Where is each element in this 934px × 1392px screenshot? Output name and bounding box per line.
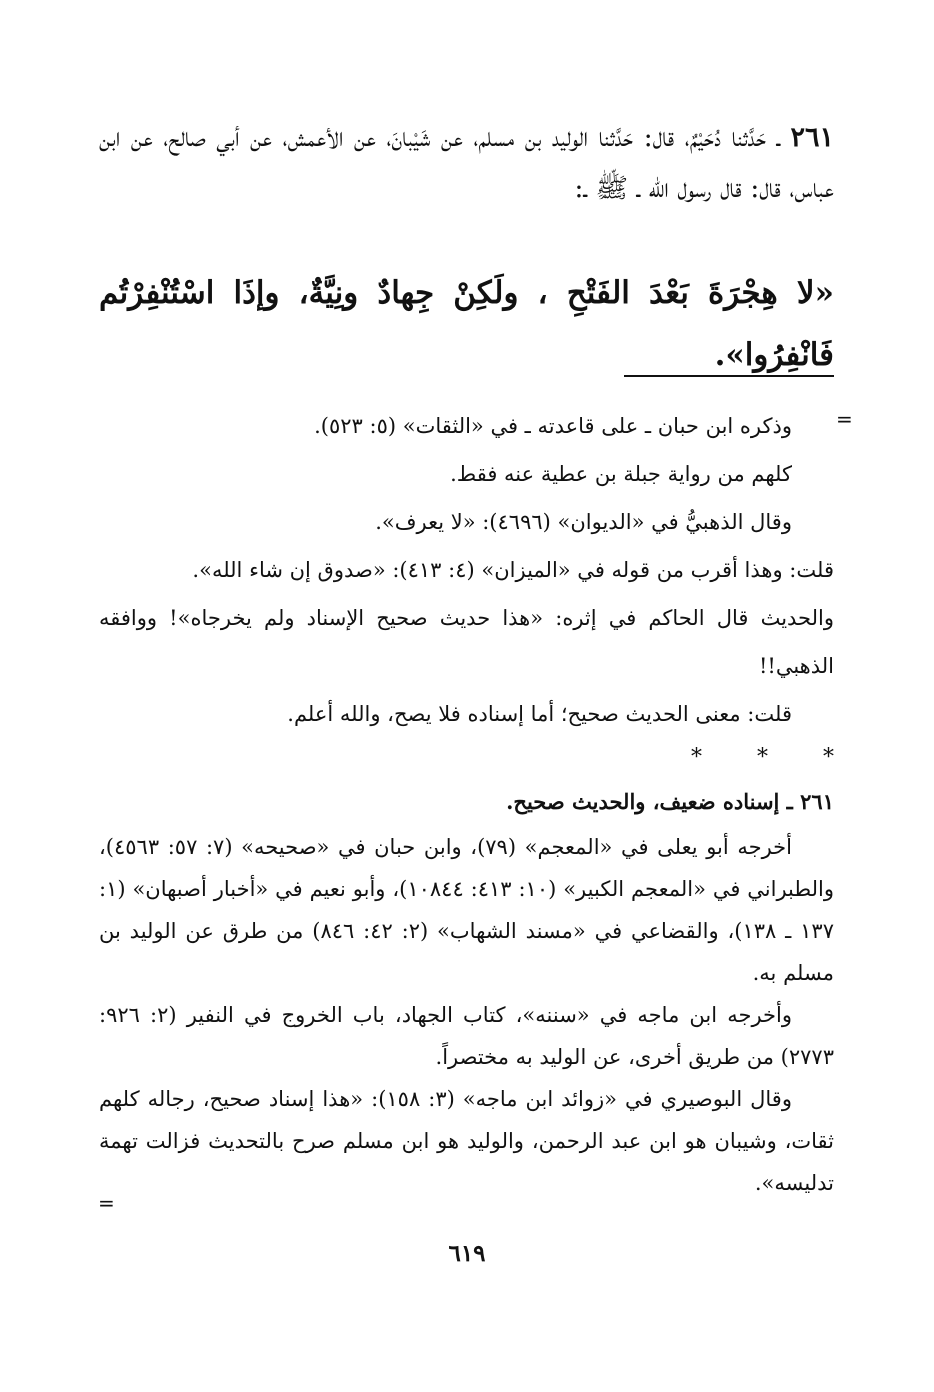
footnote-paragraph: قلت: وهذا أقرب من قوله في «الميزان» (٤: ٤١٣): «صدوق إن شاء الله». (192, 558, 834, 582)
footnotes-section (99, 402, 834, 1204)
footnote-paragraph: وقال الذهبيُّ في «الديوان» (٤٦٩٦): «لا يعرف». (375, 510, 792, 534)
page-number: ٦١٩ (448, 1240, 486, 1267)
footnote-divider (624, 375, 834, 377)
footnote-paragraph: وقال البوصيري في «زوائد ابن ماجه» (٣: ١٥٨): «هذا إسناد صحيح، رجاله كلهم ثقات، وشيبان هو ابن عبد الرحمن، والوليد هو ابن مسلم صرح بالتحديث فزالت تهمة تدليسه». (99, 1087, 834, 1195)
footnote-heading: ٢٦١ ـ إسناده ضعيف، والحديث صحيح. (506, 789, 834, 814)
footnote-paragraph: وأخرجه ابن ماجه في «سننه»، كتاب الجهاد، باب الخروج في النفير (٢: ٩٢٦: ٢٧٧٣) من طريق أخرى، عن الوليد به مختصراً. (99, 1003, 834, 1069)
hadith-chain-text: ـ حَدَّثنا دُحَيْمٌ، قال: حَدَّثنا الوليد بن مسلم، عن شَيْبانَ، عن الأعمش، عن أبي صالح، عن ابن عباس، قال: قال رسول الله ـ ﷺ ـ: (99, 122, 834, 204)
footnote-paragraph: قلت: معنى الحديث صحيح؛ أما إسناده فلا يصح، والله أعلم. (287, 702, 792, 726)
footnote-continuation-marker-bottom: = (98, 1191, 115, 1215)
footnote-paragraph: والحديث قال الحاكم في إثره: «هذا حديث صحيح الإسناد ولم يخرجاه»! ووافقه الذهبي!! (99, 606, 834, 678)
footnote-continuation-marker-top: = (836, 407, 853, 431)
footnote-paragraph: وذكره ابن حبان ـ على قاعدته ـ في «الثقات» (٥: ٥٢٣). (314, 414, 792, 438)
hadith-number: ٢٦١ (790, 122, 834, 153)
section-separator-stars: * * * (691, 745, 834, 770)
hadith-chain-paragraph (99, 112, 834, 214)
hadith-text: «لا هِجْرَةَ بَعْدَ الفَتْحِ ، ولَكِنْ جِهادٌ ونِيَّةٌ، وإذَا اسْتُنْفِرْتُم فَانْفِرُوا». (99, 275, 834, 373)
footnote-paragraph: كلهم من رواية جبلة بن عطية عنه فقط. (450, 462, 792, 486)
footnote-paragraph: أخرجه أبو يعلى في «المعجم» (٧٩)، وابن حبان في «صحيحه» (٧: ٥٧: ٤٥٦٣)، والطبراني في «المعجم الكبير» (١٠: ٤١٣: ١٠٨٤٤)، وأبو نعيم في «أخبار أصبهان» (١: ١٣٧ ـ ١٣٨)، والقضاعي في «مسند الشهاب» (٢: ٤٢: ٨٤٦) من طرق عن الوليد بن مسلم به. (99, 835, 834, 985)
